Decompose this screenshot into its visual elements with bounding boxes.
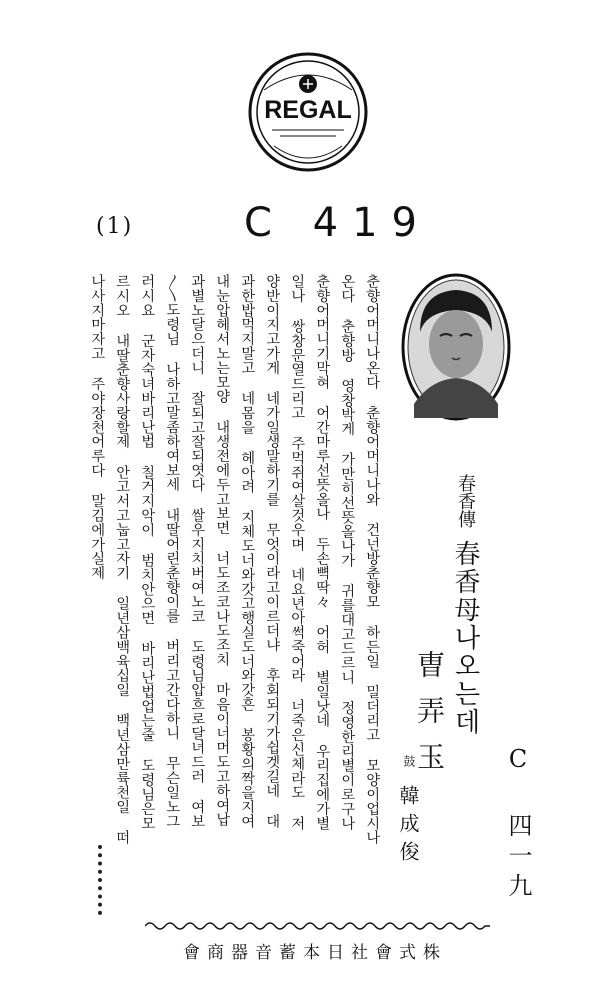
lyric-column: 춘향어머니나온다 춘향어머니나와 건넌방춘향모 하든일 밀더리고 모양이업시나 bbox=[364, 274, 381, 845]
lyric-column: 춘향어머니기막혀 어간마루선뜻올나 두손뼉딱々 어허 별일낫네 우리집에가별 bbox=[314, 274, 331, 831]
lyric-column: 과한밥먹지말고 네몸을 헤아려 지체도너와갓고행실도너와갓흔 봉황의짝을지여 bbox=[239, 274, 256, 829]
lyric-column: 나사지마자고 주야장천어루다 말김에가실제 bbox=[89, 274, 106, 580]
regal-logo-graphic bbox=[246, 50, 370, 174]
lyric-column: 양반이지고가게 네가일생말하기를 무엇이라고이르더냐 후회되기가쉽겟길네 대 bbox=[264, 274, 281, 829]
catalog-number: C 419 bbox=[244, 200, 431, 246]
lyric-column: 내눈압헤서노는모양 내생전에두고보면 너도조코나도조치 마음이너머도고하여납 bbox=[214, 274, 231, 827]
lyric-column: 일나 쌍창문열드리고 주먹쥐여살것우며 네요년아썩죽어라 너죽은신체라도 저 bbox=[289, 274, 306, 831]
catalog-number-vertical: C 四一九 bbox=[504, 745, 532, 903]
continuation-dots bbox=[98, 845, 108, 915]
label-brand-text: REGAL bbox=[264, 96, 352, 124]
song-title: 春香母나오는데 bbox=[450, 540, 480, 736]
portrait-graphic bbox=[400, 272, 512, 422]
lyric-column: 〱도령님 나하고말좀하여보세 내딸어린춘향이를 버리고간다하니 무슨일노그 bbox=[164, 274, 181, 829]
lyric-column: 르시오 내딸춘향사랑할제 안고서고눕고자기 일년삼백육십일 백년삼만륙천일 떠 bbox=[114, 274, 131, 845]
lyric-column: 온다 춘향방 영창박게 가만히선뜻올나가 귀를대고드르니 정영한리별이로구나 bbox=[339, 274, 356, 831]
performer-name: 曺弄玉 bbox=[413, 650, 446, 788]
song-title-prefix: 春香傳 bbox=[455, 474, 476, 528]
lyric-column: 러시요 군자숙녀바리난법 칠거지악이 범치안으면 바리난법업는줄 도령님은모 bbox=[139, 274, 156, 831]
performer-portrait bbox=[400, 272, 512, 422]
publisher-footer: 株式會社日本蓄音器商會 bbox=[183, 943, 447, 963]
lyric-column: 과별노달으더니 잘되고잘되엿다 쌀우지치버여노코 도령님압흐로달녀드러 여보 bbox=[189, 274, 206, 829]
regal-label-logo bbox=[246, 50, 370, 174]
side-number: (1) bbox=[96, 214, 134, 239]
wavy-divider bbox=[145, 918, 490, 932]
accompanist-role: 鼓 bbox=[402, 755, 416, 767]
accompanist-name: 韓成俊 bbox=[396, 785, 420, 869]
